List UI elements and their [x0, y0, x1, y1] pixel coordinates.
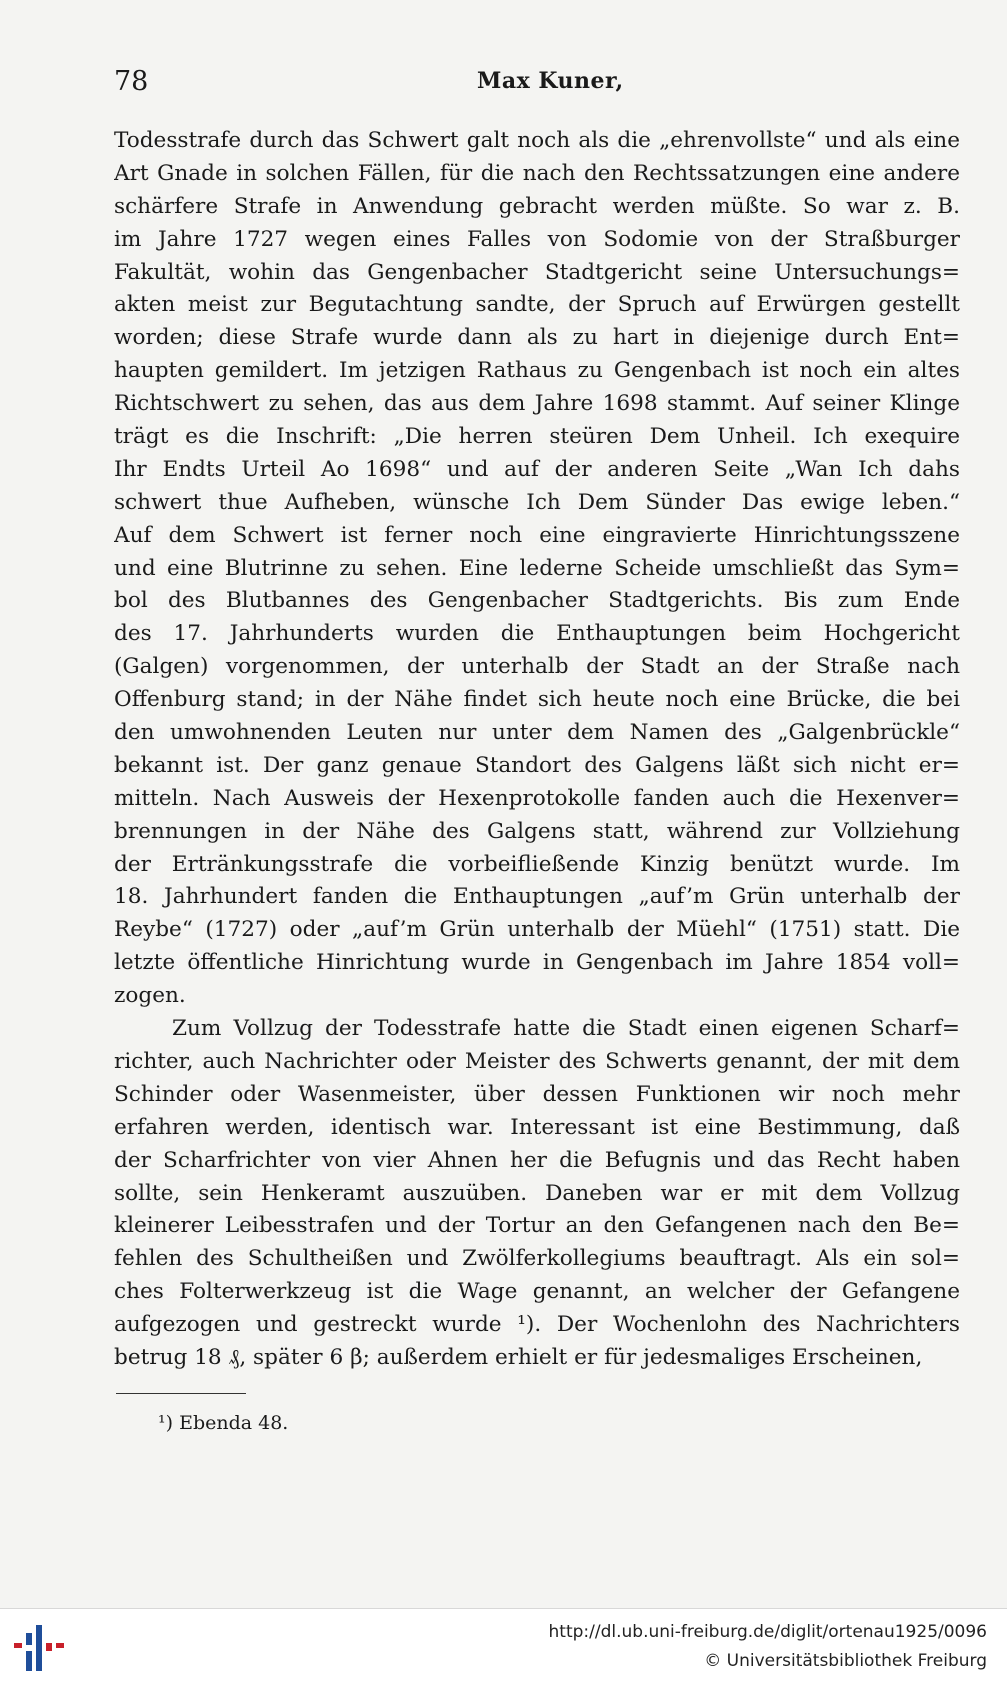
text-line: Art Gnade in solchen Fällen, für die nach den Rechtssatzungen eine andere — [114, 160, 960, 186]
text-line: schärfere Strafe in Anwendung gebracht werden müßte. So war z. B. — [114, 193, 960, 219]
text-line: erfahren werden, identisch war. Interessant ist eine Bestimmung, daß — [114, 1114, 960, 1140]
page-number: 78 — [114, 66, 149, 97]
text-line: Schinder oder Wasenmeister, über dessen Funktionen wir noch mehr — [114, 1081, 960, 1107]
text-line: betrug 18 ₰, später 6 β; außerdem erhielt er für jedesmaliges Erscheinen, — [114, 1344, 923, 1370]
text-line: Todesstrafe durch das Schwert galt noch als die „ehrenvollste“ und als eine — [114, 128, 960, 153]
text-line: trägt es die Inschrift: „Die herren steüren Dem Unheil. Ich exequire — [114, 424, 960, 450]
text-line: fehlen des Schultheißen und Zwölferkollegiums beauftragt. Als ein sol= — [114, 1246, 960, 1272]
text-line: Offenburg stand; in der Nähe findet sich heute noch eine Brücke, die bei — [114, 687, 960, 713]
footnote-rule — [116, 1393, 246, 1394]
text-line: des 17. Jahrhunderts wurden die Enthauptungen beim Hochgericht — [114, 621, 960, 647]
text-line: und eine Blutrinne zu sehen. Eine lederne Scheide umschließt das Sym= — [114, 555, 960, 581]
text-line: der Scharfrichter von vier Ahnen her die Befugnis und das Recht haben — [114, 1147, 960, 1173]
footnote: ¹) Ebenda 48. — [158, 1412, 289, 1434]
text-line: den umwohnenden Leuten nur unter dem Namen des „Galgenbrückle“ — [114, 720, 960, 746]
text-line: Ihr Endts Urteil Ao 1698“ und auf der anderen Seite „Wan Ich dahs — [114, 456, 960, 482]
text-line: bekannt ist. Der ganz genaue Standort des Galgens läßt sich nicht er= — [114, 752, 960, 778]
text-line: brennungen in der Nähe des Galgens statt, während zur Vollziehung — [114, 818, 960, 844]
text-line: der Ertränkungsstrafe die vorbeifließende Kinzig benützt wurde. Im — [114, 851, 960, 877]
text-line: aufgezogen und gestreckt wurde ¹). Der Wochenlohn des Nachrichters — [114, 1312, 960, 1338]
text-line: letzte öffentliche Hinrichtung wurde in Gengenbach im Jahre 1854 voll= — [114, 950, 960, 976]
running-head — [114, 66, 959, 100]
text-line: 18. Jahrhundert fanden die Enthauptungen „auf’m Grün unterhalb der — [114, 884, 960, 910]
text-line: schwert thue Aufheben, wünsche Ich Dem Sünder Das ewige leben.“ — [114, 489, 960, 515]
text-line: (Galgen) vorgenommen, der unterhalb der Stadt an der Straße nach — [114, 654, 960, 680]
text-line: im Jahre 1727 wegen eines Falles von Sodomie von der Straßburger — [114, 226, 960, 252]
text-line: Zum Vollzug der Todesstrafe hatte die Stadt einen eigenen Scharf= — [172, 1016, 960, 1042]
text-line: ches Folterwerkzeug ist die Wage genannt, an welcher der Gefangene — [114, 1279, 960, 1305]
text-line: richter, auch Nachrichter oder Meister des Schwerts genannt, der mit dem — [114, 1048, 960, 1074]
text-line: Richtschwert zu sehen, das aus dem Jahre 1698 stammt. Auf seiner Klinge — [114, 391, 960, 417]
text-line: bol des Blutbannes des Gengenbacher Stadtgerichts. Bis zum Ende — [114, 588, 960, 614]
university-library-logo-icon — [14, 1623, 66, 1675]
text-line: Reybe“ (1727) oder „auf’m Grün unterhalb der Müehl“ (1751) statt. Die — [114, 917, 960, 943]
running-head-author: Max Kuner, — [477, 68, 624, 94]
text-line: Fakultät, wohin das Gengenbacher Stadtgericht seine Untersuchungs= — [114, 259, 960, 285]
text-line: kleinerer Leibesstrafen und der Tortur an den Gefangenen nach den Be= — [114, 1213, 960, 1239]
viewer-footer — [0, 1608, 1007, 1682]
text-line: akten meist zur Begutachtung sandte, der Spruch auf Erwürgen gestellt — [114, 292, 960, 318]
permalink-link[interactable]: http://dl.ub.uni-freiburg.de/diglit/ortenau1925/0096 — [548, 1622, 987, 1642]
text-line: worden; diese Strafe wurde dann als zu hart in diejenige durch Ent= — [114, 325, 960, 351]
body-text — [114, 125, 960, 1375]
text-line: sollte, sein Henkeramt auszuüben. Daneben war er mit dem Vollzug — [114, 1180, 960, 1206]
text-line: mitteln. Nach Ausweis der Hexenprotokolle fanden auch die Hexenver= — [114, 785, 960, 811]
copyright-notice: © Universitätsbibliothek Freiburg — [704, 1651, 987, 1671]
text-line: haupten gemildert. Im jetzigen Rathaus zu Gengenbach ist noch ein altes — [114, 358, 960, 384]
text-line: zogen. — [114, 983, 186, 1009]
text-line: Auf dem Schwert ist ferner noch eine eingravierte Hinrichtungsszene — [114, 522, 960, 548]
